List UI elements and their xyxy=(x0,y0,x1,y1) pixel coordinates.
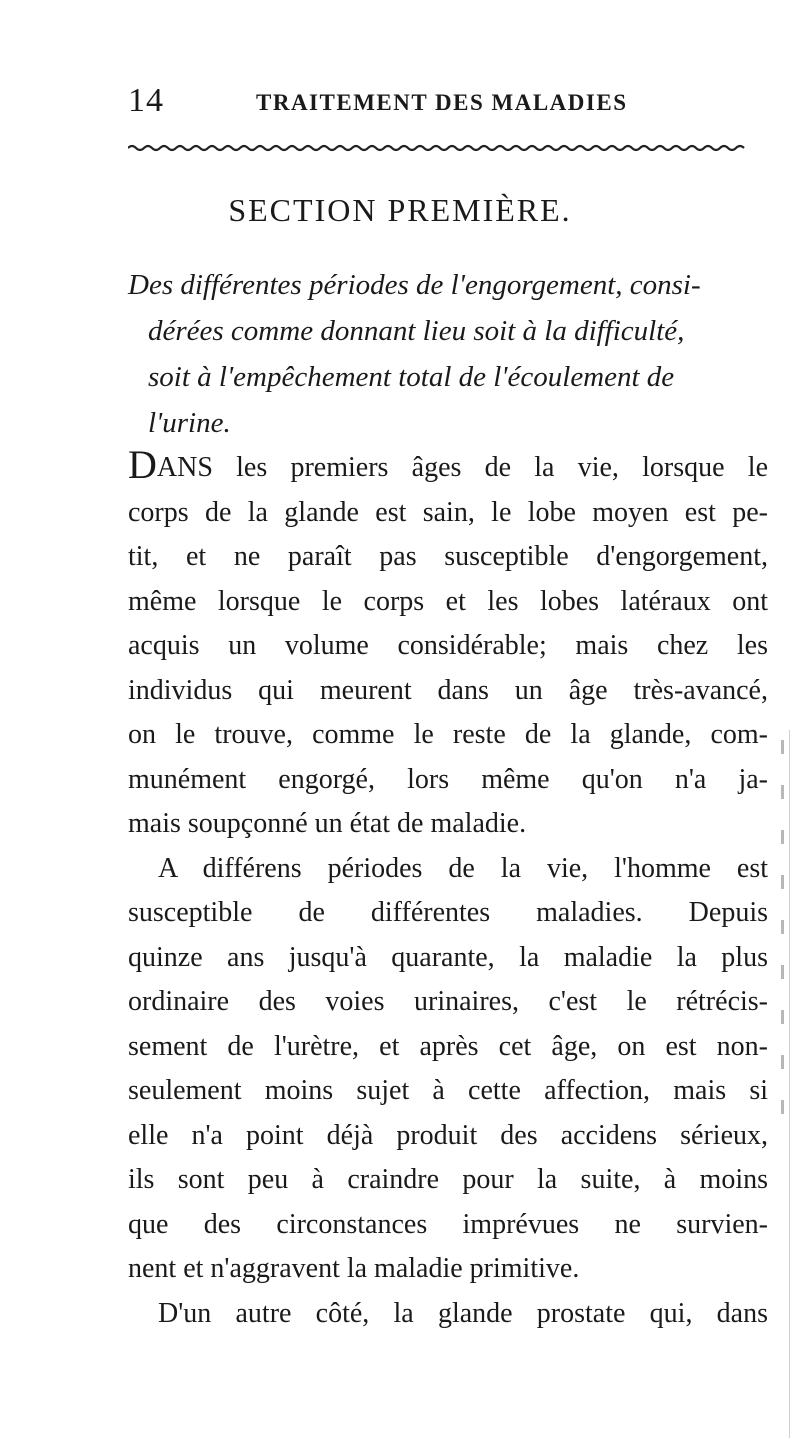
body-line: corps de la glande est sain, le lobe moyen est pe- xyxy=(128,496,768,528)
body-line: quinze ans jusqu'à quarante, la maladie la plus xyxy=(128,941,768,973)
body-line: elle n'a point déjà produit des accidens sérieux, xyxy=(128,1119,768,1151)
page-edge-mark xyxy=(781,965,784,979)
subtitle-line: l'urine. xyxy=(148,407,231,439)
page-edge-mark xyxy=(781,785,784,799)
body-line xyxy=(128,442,768,491)
body-line: susceptible de différentes maladies. Depuis xyxy=(128,897,768,928)
page-edge-mark xyxy=(781,830,784,844)
page-edge-mark xyxy=(781,740,784,754)
body-line: que des circonstances imprévues ne survien- xyxy=(128,1208,768,1240)
body-line: A différens périodes de la vie, l'homme est xyxy=(158,852,768,884)
body-line: acquis un volume considérable; mais chez les xyxy=(128,630,768,661)
section-heading: SECTION PREMIÈRE. xyxy=(228,192,572,228)
body-line: mais soupçonné un état de maladie. xyxy=(128,808,527,839)
body-line: munément engorgé, lors même qu'on n'a ja- xyxy=(128,763,768,795)
page-edge-mark xyxy=(781,920,784,934)
subtitle-line: dérées comme donnant lieu soit à la difficulté, xyxy=(148,315,685,347)
body-line: sement de l'urètre, et après cet âge, on est non- xyxy=(128,1030,768,1062)
body-line: ils sont peu à craindre pour la suite, à moins xyxy=(128,1164,768,1195)
body-line: nent et n'aggravent la maladie primitive. xyxy=(128,1253,580,1284)
first-line-text: ANS les premiers âges de la vie, lorsque le xyxy=(156,452,768,483)
page-edge-mark xyxy=(781,1010,784,1024)
drop-capital: D xyxy=(128,442,157,487)
body-line: on le trouve, comme le reste de la glande, com- xyxy=(128,719,768,750)
body-line: individus qui meurent dans un âge très-avancé, xyxy=(128,674,768,706)
page-edge-mark xyxy=(781,875,784,889)
body-line: seulement moins sujet à cette affection, mais si xyxy=(128,1075,768,1106)
running-title: TRAITEMENT DES MALADIES xyxy=(256,90,628,115)
subtitle-line: Des différentes périodes de l'engorgement, consi- xyxy=(128,269,701,301)
section-subtitle xyxy=(128,262,768,446)
running-head xyxy=(128,82,748,122)
body-line: même lorsque le corps et les lobes latéraux ont xyxy=(128,585,768,617)
body-line: ordinaire des voies urinaires, c'est le rétrécis- xyxy=(128,986,768,1017)
ornamental-rule xyxy=(128,144,748,152)
page-edge-mark xyxy=(781,1100,784,1114)
page-number: 14 xyxy=(128,82,164,119)
page-edge-mark xyxy=(781,1055,784,1069)
subtitle-line: soit à l'empêchement total de l'écoulement de xyxy=(148,361,675,393)
body-line: D'un autre côté, la glande prostate qui, dans xyxy=(158,1297,768,1329)
body-line: tit, et ne paraît pas susceptible d'engorgement, xyxy=(128,541,768,572)
body-text xyxy=(128,442,768,1336)
page-edge-shadow xyxy=(789,730,794,1438)
